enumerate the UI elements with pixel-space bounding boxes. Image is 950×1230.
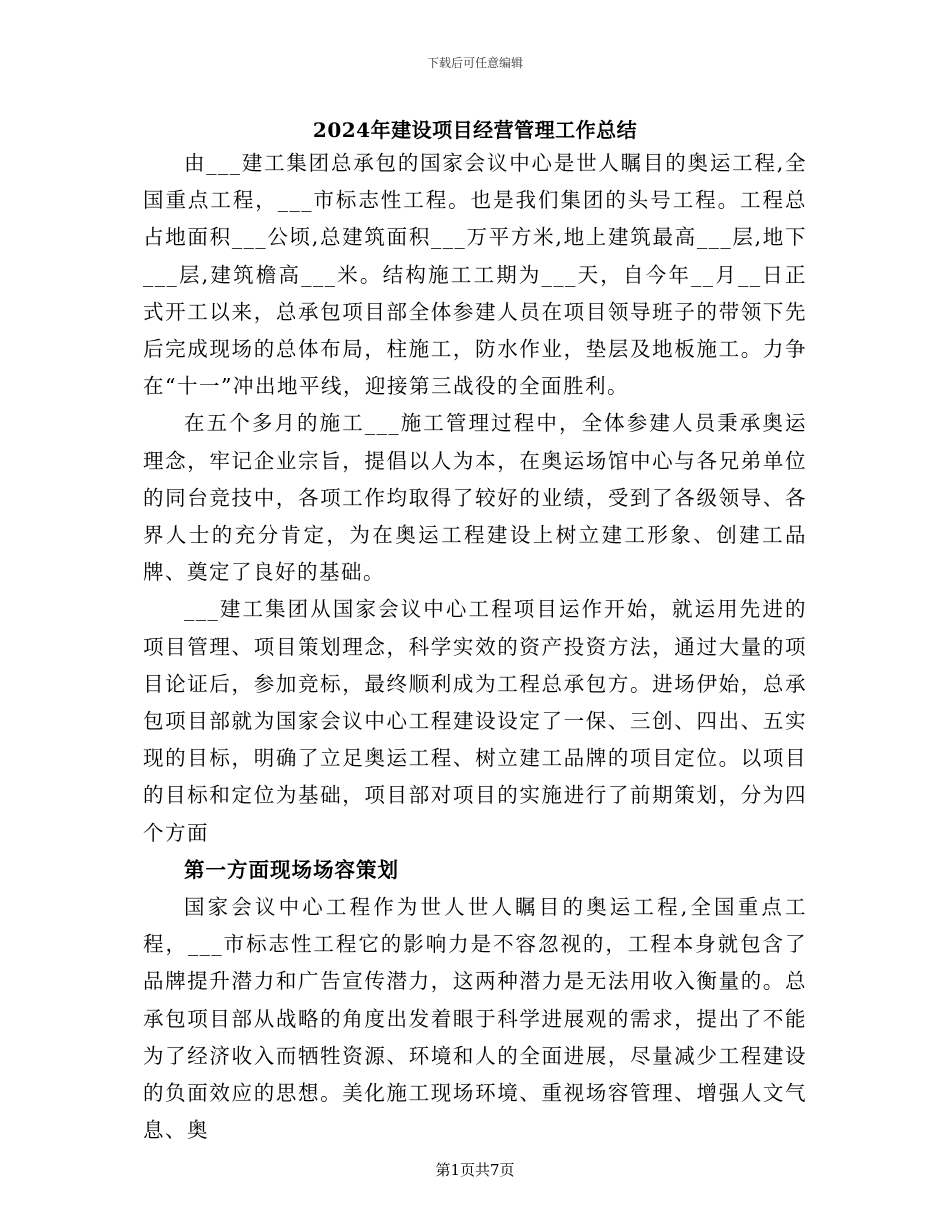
- document-title: 2024年建设项目经营管理工作总结: [312, 118, 638, 142]
- paragraph-1: 由___建工集团总承包的国家会议中心是世人瞩目的奥运工程,全国重点工程，___市标志性工程。也是我们集团的头号工程。工程总占地面积___公顷,总建筑面积___万平方米,地上建筑最高___层,地下___层,建筑檐高___米。结构施工工期为___天，自今年__月__日正式开工以来，总承包项目部全体参建人员在项目领导班子的带领下先后完成现场的总体布局，柱施工，防水作业，垫层及地板施工。力争在“十一”冲出地平线，迎接第三战役的全面胜利。: [143, 151, 807, 399]
- section-paragraph: 国家会议中心工程作为世人世人瞩目的奥运工程,全国重点工程，___市标志性工程它的影响力是不容忽视的，工程本身就包含了品牌提升潜力和广告宣传潜力，这两种潜力是无法用收入衡量的。总承包项目部从战略的角度出发着眼于科学进展观的需求，提出了不能为了经济收入而牺牲资源、环境和人的全面进展，尽量减少工程建设的负面效应的思想。美化施工现场环境、重视场容管理、增强人文气息、奥: [143, 895, 807, 1143]
- paragraph-2: 在五个多月的施工___施工管理过程中，全体参建人员秉承奥运理念，牢记企业宗旨，提倡以人为本，在奥运场馆中心与各兄弟单位的同台竞技中，各项工作均取得了较好的业绩，受到了各级领导、各界人士的充分肯定，为在奥运工程建设上树立建工形象、创建工品牌、奠定了良好的基础。: [143, 411, 807, 585]
- download-note: 下载后可任意编辑: [426, 56, 523, 70]
- page-number: 第1页共7页: [435, 1161, 515, 1179]
- paragraph-3: ___建工集团从国家会议中心工程项目运作开始，就运用先进的项目管理、项目策划理念，科学实效的资产投资方法，通过大量的项目论证后，参加竞标，最终顺利成为工程总承包方。进场伊始，总承包项目部就为国家会议中心工程建设设定了一保、三创、四出、五实现的目标，明确了立足奥运工程、树立建工品牌的项目定位。以项目的目标和定位为基础，项目部对项目的实施进行了前期策划，分为四个方面: [143, 597, 807, 845]
- section-heading: 第一方面现场场容策划: [184, 857, 399, 882]
- document-body: [143, 145, 807, 1149]
